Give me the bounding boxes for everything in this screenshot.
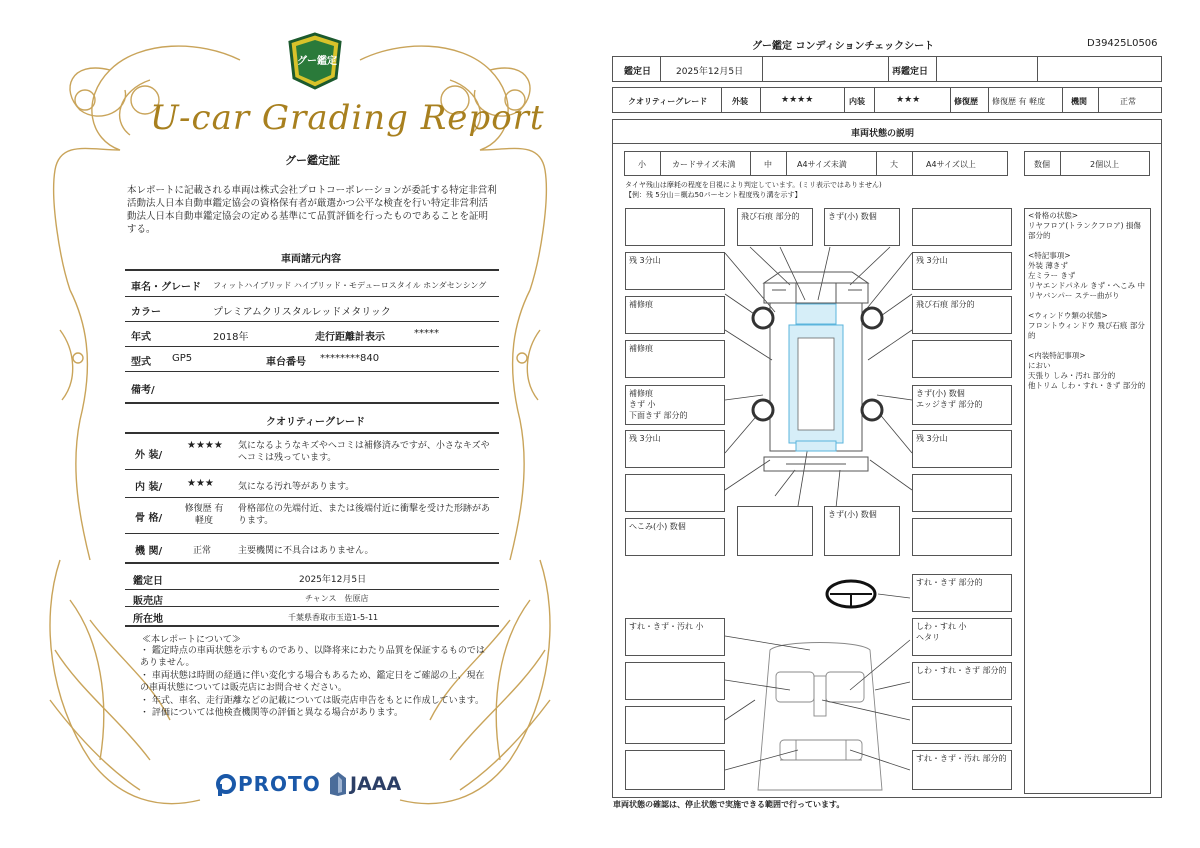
sheet-repair-value: 修復歴 有 軽度 xyxy=(992,97,1046,106)
specs-title: 車両諸元内容 xyxy=(281,254,341,265)
sheet-date-label: 鑑定日 xyxy=(624,67,652,77)
tire-example: 【例：残 5分山＝概ね50パーセント程度残り溝を示す】 xyxy=(625,191,802,199)
sheet-title: グー鑑定 コンディションチェックシート xyxy=(752,41,935,52)
comment-front-left-tire: 残 3分山 xyxy=(625,252,725,290)
int-label: 内 装/ xyxy=(135,482,163,493)
script-title: U-car Grading Report xyxy=(150,98,545,138)
note-item: ・ 鑑定時点の車両状態を示すものであり、以降将来にわたり品質を保証するものではありません。 xyxy=(140,646,485,669)
note-item: ・ 評価については他検査機関等の評価と異なる場合があります。 xyxy=(140,708,403,719)
name-value: フィットハイブリッド ハイブリッド・モデューロスタイル ホンダセンシング xyxy=(213,281,487,290)
sheet-footer: 車両状態の確認は、停止状態で実施できる範囲で行っています。 xyxy=(613,800,845,809)
sheet-date-value: 2025年12月5日 xyxy=(676,67,744,77)
comment-right-fender: 飛び石痕 部分的 xyxy=(912,296,1012,334)
comment-front-right-tire: 残 3分山 xyxy=(912,252,1012,290)
comment-hood: きず(小) 数個 xyxy=(824,208,900,246)
comment-rear-left-tire: 残 3分山 xyxy=(625,430,725,468)
intro-text: 本レポートに記載される車両は株式会社プロトコーポレーションが委託する特定非営利活動法人日本自動車鑑定協会の資格保有者が厳選かつ公平な検査を行い特定非営利活動法人日本自動車鑑定協会の定める基準にて品質評価を行ったものであることを証明する。 xyxy=(127,185,497,235)
date-value: 2025年12月5日 xyxy=(299,575,367,585)
jaaa-logo-text: JAAA xyxy=(350,773,402,795)
comment-rear-seat: すれ・きず・汚れ 部分的 xyxy=(912,750,1012,790)
note-item: ・ 車両状態は時間の経過に伴い変化する場合もあるため、鑑定日をご確認の上、現在の車両状態については販売店にお問合せください。 xyxy=(140,670,485,694)
odometer-value: ***** xyxy=(414,328,439,339)
chassis-value: ********840 xyxy=(320,353,380,364)
comment-rear-end: きず(小) 数個 xyxy=(824,506,900,556)
comment-rear-bumper-left: へこみ(小) 数個 xyxy=(625,518,725,556)
engine-desc: 主要機関に不具合はありません。 xyxy=(238,546,374,556)
comment-left-fender: 補修痕 xyxy=(625,296,725,334)
comment-dashboard: すれ・きず・汚れ 小 xyxy=(625,618,725,656)
date-label: 鑑定日 xyxy=(133,576,163,587)
model-label: 型式 xyxy=(131,357,151,368)
sheet-engine-label: 機関 xyxy=(1071,97,1087,106)
sheet-int-label: 内装 xyxy=(849,97,865,106)
notes-list xyxy=(140,645,490,719)
engine-value: 正常 xyxy=(193,546,212,556)
int-desc: 気になる汚れ等があります。 xyxy=(238,482,355,492)
size-small-desc: カードサイズ未満 xyxy=(672,160,736,169)
quality-title: クオリティーグレード xyxy=(266,417,365,428)
chassis-label: 車台番号 xyxy=(266,357,306,368)
comment-right-rocker: きず(小) 数個 エッジきず 部分的 xyxy=(912,385,1012,425)
year-label: 年式 xyxy=(131,332,151,343)
condition-check-sheet xyxy=(600,0,1200,848)
sheet-ext-label: 外装 xyxy=(732,97,748,106)
note-item: ・ 年式、車名、走行距離などの記載については販売店申告をもとに作成しています。 xyxy=(140,695,484,706)
grade-label: クオリティーグレード xyxy=(628,97,708,106)
sheet-ext-stars: ★★★★ xyxy=(781,95,814,105)
size-small: 小 xyxy=(638,160,646,169)
color-label: カラー xyxy=(131,307,161,318)
comment-left-door: 補修痕 xyxy=(625,340,725,378)
certificate-title: グー鑑定証 xyxy=(285,154,340,167)
comment-steering: すれ・きず 部分的 xyxy=(912,574,1012,612)
notes-title: ≪本レポートについて≫ xyxy=(142,635,241,645)
side-notes: <骨格の状態> リヤフロア(トランクフロア) 損傷 部分的 <特記事項> 外装 薄きず 左ミラー きず リヤエンドパネル きず・へこみ 中 リヤバンパー ステー曲がり <ウィンドウ類の状態> フロントウィンドウ 飛び石痕 部分的 <内装特記事項> におい 天張り しみ・汚れ 部分的 他トリム しわ・すれ・きず 部分的 xyxy=(1024,208,1151,794)
int-stars: ★★★ xyxy=(187,478,214,489)
comment-driver-seat: しわ・すれ 小 ヘタリ xyxy=(912,618,1012,656)
frame-value: 修復歴 有 軽度 xyxy=(184,504,224,526)
sheet-repair-label: 修復歴 xyxy=(954,97,978,106)
name-label: 車名・グレード xyxy=(131,282,201,293)
size-count: 数個 xyxy=(1034,160,1050,169)
size-large-desc: A4サイズ以上 xyxy=(926,160,976,169)
year-value: 2018年 xyxy=(213,332,249,343)
note-label: 備考/ xyxy=(131,385,155,396)
sheet-int-stars: ★★★ xyxy=(896,95,921,105)
comment-rear-right-tire: 残 3分山 xyxy=(912,430,1012,468)
goo-appraisal-logo xyxy=(288,32,342,90)
ext-stars: ★★★★ xyxy=(187,440,223,451)
odometer-label: 走行距離計表示 xyxy=(315,332,385,343)
frame-desc: 骨格部位の先端付近、または後端付近に衝撃を受けた形跡があります。 xyxy=(238,504,491,526)
section-title: 車両状態の説明 xyxy=(851,129,915,139)
model-value: GP5 xyxy=(172,353,193,364)
tire-note: タイヤ残山は摩耗の程度を目視により判定しています。(ミリ表示ではありません) xyxy=(625,181,882,189)
address-value: 千葉県香取市玉造1-5-11 xyxy=(288,613,379,622)
comment-right-trim: しわ・すれ・きず 部分的 xyxy=(912,662,1012,700)
size-mid: 中 xyxy=(764,160,772,169)
size-count-desc: 2個以上 xyxy=(1090,160,1120,169)
ext-label: 外 装/ xyxy=(135,450,163,461)
shop-value: チャンス 佐原店 xyxy=(305,594,369,603)
size-mid-desc: A4サイズ未満 xyxy=(797,160,847,169)
size-large: 大 xyxy=(890,160,898,169)
color-value: プレミアムクリスタルレッドメタリック xyxy=(213,307,391,318)
frame-label: 骨 格/ xyxy=(135,513,163,524)
ext-desc: 気になるようなキズやヘコミは補修済みですが、小さなキズやヘコミは残っています。 xyxy=(238,441,490,463)
logo-text: グー鑑定 xyxy=(297,56,337,67)
comment-left-rocker: 補修痕 きず 小 下面きず 部分的 xyxy=(625,385,725,425)
reappraisal-date-label: 再鑑定日 xyxy=(892,67,929,77)
shop-label: 販売店 xyxy=(133,596,163,607)
engine-label: 機 関/ xyxy=(135,546,163,557)
comment-windshield: 飛び石痕 部分的 xyxy=(737,208,813,246)
sheet-engine-value: 正常 xyxy=(1120,97,1136,106)
document-id: D39425L0506 xyxy=(1087,38,1158,49)
address-label: 所在地 xyxy=(133,614,163,625)
proto-logo-text: PROTO xyxy=(238,772,321,796)
